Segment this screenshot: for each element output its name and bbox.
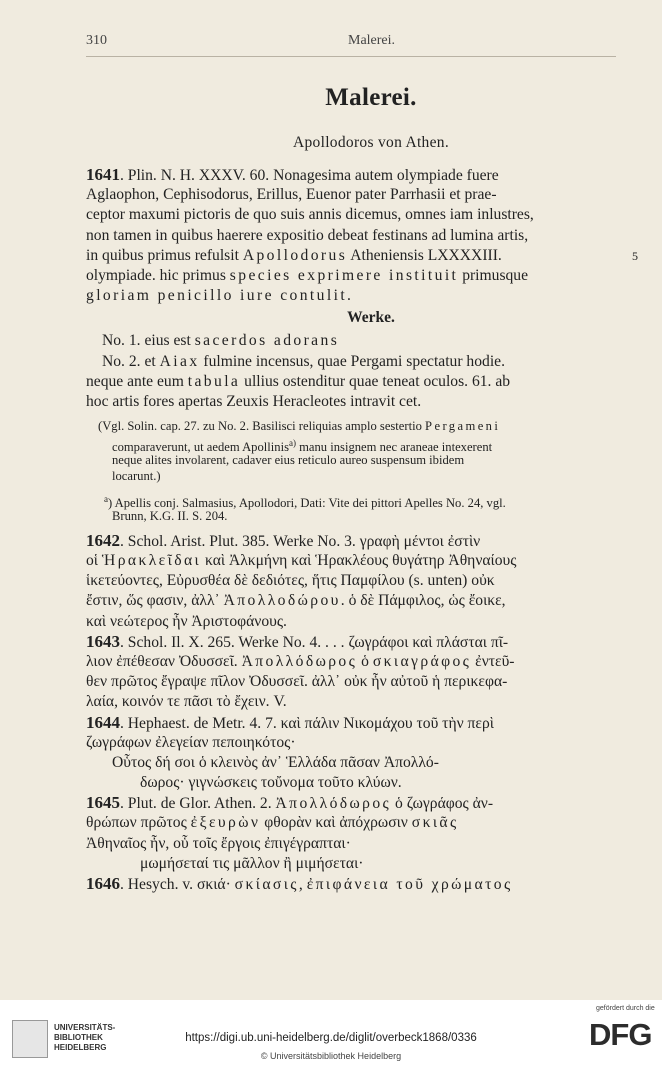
entry-number: 1643 — [86, 631, 120, 651]
entry-line — [86, 286, 626, 306]
note-line — [86, 435, 626, 455]
entry-1642 — [86, 531, 626, 632]
text-run: δωρος· γιγνώσκεις τοὔνομα τοῦτο κλύων. — [140, 774, 402, 792]
entry-line — [86, 874, 626, 894]
library-name-line: HEIDELBERG — [54, 1043, 107, 1052]
entry-line — [86, 165, 626, 185]
entry-line — [86, 551, 626, 571]
footnote-line — [86, 491, 626, 511]
works-list — [86, 331, 626, 412]
page-number: 310 — [86, 33, 107, 48]
text-run: neque ante eum — [86, 372, 188, 390]
text-run: . Hephaest. de Metr. 4. 7. καὶ πάλιν Νικομάχου τοῦ τὴν περὶ — [120, 714, 494, 732]
spaced-text: ἐξευρὼν — [190, 814, 261, 832]
text-run: θεν πρῶτος ἔγραψε πῖλον Ὀδυσσεῖ. ἀλλ᾽ οὐκ ἦν αὐτοῦ ἡ περικεφα- — [86, 673, 508, 691]
text-run: Atheniensis LXXXXIII. — [347, 246, 502, 264]
entry-number: 1646 — [86, 874, 120, 894]
header-rule — [86, 56, 616, 57]
text-run: . Hesych. v. σκιά· — [120, 876, 235, 894]
text-run: comparaverunt, ut aedem Apollinis — [112, 440, 289, 455]
text-run: ἱκετεύοντες, Εὐρυσθέα δὲ δεδιότες, ἥτις Παμφίλου (s. unten) οὐκ — [86, 572, 495, 590]
spaced-text: Ἀπολλόδωρος — [241, 652, 358, 670]
permalink-url[interactable]: https://digi.ub.uni-heidelberg.de/diglit/overbeck1868/0336 — [185, 1032, 477, 1044]
entry-line — [86, 226, 626, 246]
entry-1645 — [86, 793, 626, 874]
text-run: θρώπων πρῶτος — [86, 814, 191, 832]
library-name-line: BIBLIOTHEK — [54, 1033, 103, 1042]
text-run: καὶ νεώτερος ἦν Ἀριστοφάνους. — [86, 612, 287, 630]
text-run: Brunn, K.G. II. S. 204. — [112, 509, 228, 524]
work-item-1 — [86, 331, 626, 351]
section-title: Malerei. — [325, 84, 417, 111]
text-run: primusque — [458, 266, 529, 284]
text-run: olympiade. hic primus — [86, 266, 230, 284]
subsection-title: Apollodoros von Athen. — [293, 134, 449, 151]
text-run: (Vgl. Solin. cap. 27. zu No. 2. Basilisci reliquias amplo sestertio — [98, 419, 426, 434]
note-line — [86, 452, 626, 469]
spaced-text: Ἡρακλεῖδαι — [101, 552, 202, 570]
spaced-text: σκίασις — [234, 876, 299, 894]
text-run: , — [298, 876, 307, 894]
text-run: hoc artis fores apertas Zeuxis Heracleotes intravit cet. — [86, 392, 422, 410]
text-run: ἔστιν, ὥς φασιν, ἀλλ᾽ — [86, 592, 224, 610]
entry-line — [86, 713, 626, 733]
library-name-line: UNIVERSITÄTS- — [54, 1023, 116, 1032]
copyright-notice: © Universitätsbibliothek Heidelberg — [260, 1051, 402, 1061]
footnote-marker: a — [104, 494, 108, 505]
text-run: fulmine incensus, quae Pergami spectatur hodie. — [199, 352, 505, 370]
entry-line — [86, 591, 626, 611]
spaced-text: sacerdos adorans — [194, 332, 340, 350]
entry-line — [86, 632, 626, 652]
text-run: ὁ ζωγράφος ἀν- — [391, 795, 494, 813]
text-run: ὁ — [357, 652, 373, 670]
text-run: . — [347, 287, 351, 305]
text-run: Aglaophon, Cephisodorus, Erillus, Euenor pater Parrhasii et prae- — [86, 186, 497, 204]
text-run: φθορὰν καὶ ἀπόχρωσιν — [260, 814, 412, 832]
entry-line — [86, 813, 626, 833]
text-run: Ἀθηναῖος ἦν, οὗ τοῖς ἔργοις ἐπιγέγραπται· — [86, 834, 351, 852]
footnote-marker: a) — [288, 437, 296, 448]
text-run: ceptor maxumi pictoris de quo suis annis dicemus, omnes iam inlustres, — [86, 206, 534, 224]
entry-line — [86, 205, 626, 225]
entry-line — [86, 185, 626, 205]
text-run: . ὁ δὲ Πάμφιλος, ὡς ἔοικε, — [340, 592, 506, 610]
spaced-text: σκιαγράφος — [372, 652, 472, 670]
entry-1646 — [86, 874, 626, 894]
entry-line — [86, 692, 626, 712]
text-run: ) Apellis conj. Salmasius, Apollodori, Dati: Vite dei pittori Apelles No. 24, vgl. — [108, 496, 506, 511]
entry-number: 1645 — [86, 793, 120, 813]
note-line — [86, 468, 626, 485]
entry-number: 1642 — [86, 530, 120, 550]
werke-heading: Werke. — [347, 309, 395, 327]
spaced-text: gloriam penicillo iure contulit — [86, 287, 348, 305]
entry-line — [86, 266, 626, 286]
entry-1644 — [86, 713, 626, 794]
text-run: locarunt.) — [112, 469, 161, 484]
text-run: No. 1. eius est — [102, 332, 195, 350]
text-run: . Schol. Il. X. 265. Werke No. 4. . . . ζωγράφοι καὶ πλάσται πῖ- — [120, 633, 509, 651]
note-line — [86, 418, 626, 435]
verse-line — [86, 854, 626, 874]
verse-line — [86, 753, 626, 773]
text-run: . Schol. Arist. Plut. 385. Werke No. 3. γραφὴ μέντοι ἐστὶν — [120, 532, 481, 550]
text-run: . Plin. N. H. XXXV. 60. Nonagesima autem olympiade fuere — [120, 167, 499, 184]
spaced-text: Pergameni — [425, 419, 501, 434]
entry-line — [86, 612, 626, 632]
work-item-line — [86, 392, 626, 412]
footnote-line — [86, 508, 626, 525]
spaced-text: Aiax — [159, 352, 200, 370]
text-run: καὶ Ἀλκμήνη καὶ Ἡρακλέους θυγάτηρ Ἀθηναίους — [201, 552, 517, 570]
spaced-text: σκιᾶς — [411, 814, 459, 832]
spaced-text: tabula — [187, 372, 241, 390]
text-run: in quibus primus refulsit — [86, 246, 243, 264]
spaced-text: Ἀπολλοδώρου — [223, 592, 341, 610]
text-run: ullius ostenditur quae teneat oculos. 61. ab — [240, 372, 511, 390]
running-title: Malerei. — [348, 33, 396, 48]
work-item-line — [86, 372, 626, 392]
entry-1643 — [86, 632, 626, 713]
text-run: No. 2. et — [102, 352, 160, 370]
verse-line — [86, 773, 626, 793]
entry-line — [86, 834, 626, 854]
entry-line — [86, 571, 626, 591]
entry-line — [86, 733, 626, 753]
dfg-caption: gefördert durch die — [596, 1005, 655, 1012]
text-run: λαία, κοινόν τε πᾶσι τὸ ἔχειν. V. — [86, 693, 287, 711]
text-run: λιον ἐπέθεσαν Ὀδυσσεῖ. — [86, 652, 242, 670]
text-run: ἐντεῦ- — [471, 652, 515, 670]
spaced-text: species exprimere instituit — [229, 266, 459, 284]
spaced-text: Apollodorus — [242, 246, 348, 264]
text-run: neque alites involarent, cadaver eius reticulo aureo suspensum ibidem — [112, 452, 465, 467]
reference-note — [86, 418, 626, 485]
entry-number: 1644 — [86, 712, 120, 732]
entry-line — [86, 793, 626, 813]
spaced-text: Ἀπολλόδωρος — [275, 795, 392, 813]
margin-line-number: 5 — [632, 248, 638, 263]
footnote — [86, 491, 626, 525]
entry-line — [86, 246, 638, 266]
entry-number: 1641 — [86, 165, 120, 184]
text-run: manu insignem nec araneae intexerent — [295, 440, 493, 455]
entry-1641 — [86, 165, 638, 306]
dfg-logo[interactable]: DFG — [589, 1017, 652, 1052]
entry-line — [86, 531, 626, 551]
text-run: . Plut. de Glor. Athen. 2. — [120, 795, 276, 813]
text-run: non tamen in quibus haerere expositio debeat festinans ad lumina artis, — [86, 226, 529, 244]
spaced-text: ἐπιφάνεια τοῦ χρώματος — [306, 876, 513, 894]
page-content — [86, 84, 638, 894]
text-run: ζωγράφων ἐλεγείαν πεποιηκότος· — [86, 733, 296, 751]
text-run: Οὗτος δή σοι ὁ κλεινὸς ἀν᾽ Ἑλλάδα πᾶσαν Ἀπολλό- — [112, 753, 439, 771]
text-run: μωμήσεταί τις μᾶλλον ἢ μιμήσεται· — [140, 854, 364, 872]
work-item-2 — [86, 352, 626, 372]
entry-line — [86, 672, 626, 692]
entry-line — [86, 652, 626, 672]
text-run: οἱ — [86, 552, 102, 570]
